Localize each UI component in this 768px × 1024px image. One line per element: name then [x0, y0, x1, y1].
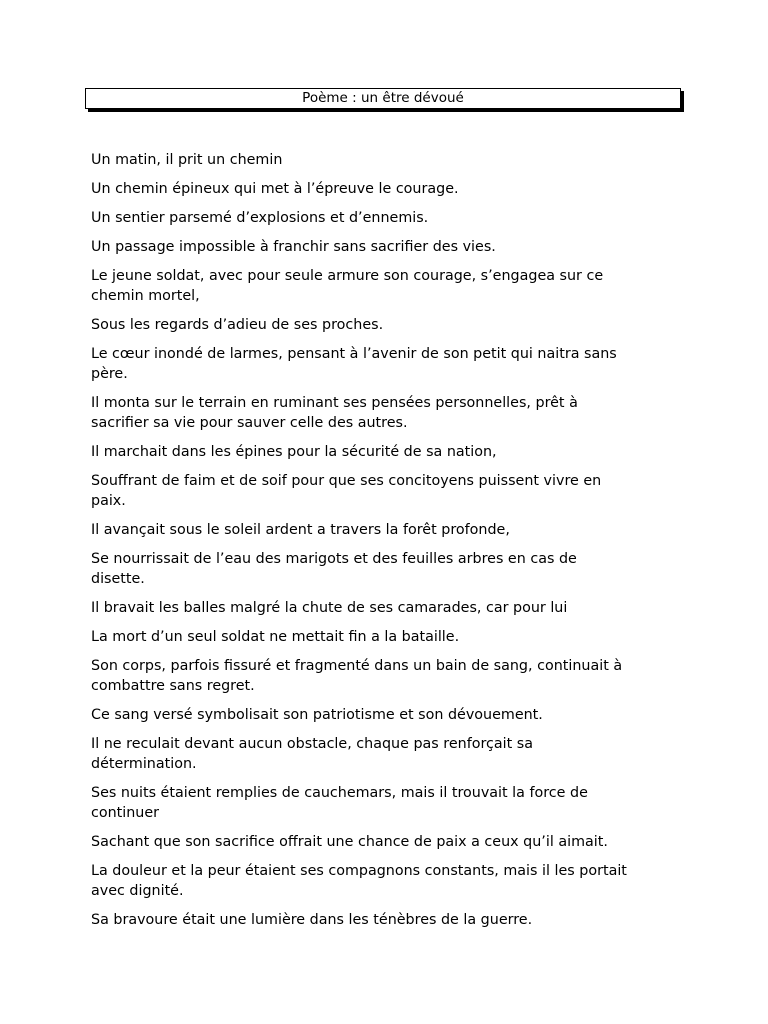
poem-line: Ce sang versé symbolisait son patriotisme et son dévouement.	[91, 707, 543, 723]
poem-line: Souffrant de faim et de soif pour que ses concitoyens puissent vivre en paix.	[91, 473, 602, 509]
poem-line: Un passage impossible à franchir sans sacrifier des vies.	[91, 239, 496, 255]
poem-line: Le cœur inondé de larmes, pensant à l’avenir de son petit qui naitra sans père.	[91, 346, 617, 382]
poem-body	[91, 150, 681, 939]
poem-line: Il monta sur le terrain en ruminant ses pensées personnelles, prêt à sacrifier sa vie pour sauver celle des autres.	[91, 395, 578, 431]
poem-line: Son corps, parfois fissuré et fragmenté dans un bain de sang, continuait à combattre sans regret.	[91, 658, 623, 694]
poem-line: Un chemin épineux qui met à l’épreuve le courage.	[91, 181, 459, 197]
poem-line: Il marchait dans les épines pour la sécurité de sa nation,	[91, 444, 497, 460]
poem-line: Il bravait les balles malgré la chute de ses camarades, car pour lui	[91, 600, 568, 616]
poem-line: La douleur et la peur étaient ses compagnons constants, mais il les portait avec dignité.	[91, 863, 627, 899]
poem-line: Il ne reculait devant aucun obstacle, chaque pas renforçait sa détermination.	[91, 736, 533, 772]
poem-line: Un matin, il prit un chemin	[91, 152, 283, 168]
poem-line: Se nourrissait de l’eau des marigots et des feuilles arbres en cas de disette.	[91, 551, 577, 587]
poem-line: Sous les regards d’adieu de ses proches.	[91, 317, 384, 333]
poem-line: Sachant que son sacrifice offrait une chance de paix a ceux qu’il aimait.	[91, 834, 608, 850]
poem-line: Ses nuits étaient remplies de cauchemars, mais il trouvait la force de continuer	[91, 785, 588, 821]
poem-line: Le jeune soldat, avec pour seule armure son courage, s’engagea sur ce chemin mortel,	[91, 268, 604, 304]
poem-line: Un sentier parsemé d’explosions et d’ennemis.	[91, 210, 429, 226]
poem-line: La mort d’un seul soldat ne mettait fin a la bataille.	[91, 629, 460, 645]
poem-line: Sa bravoure était une lumière dans les ténèbres de la guerre.	[91, 912, 533, 928]
poem-line: Il avançait sous le soleil ardent a travers la forêt profonde,	[91, 522, 510, 538]
poem-title: Poème : un être dévoué	[85, 88, 681, 109]
